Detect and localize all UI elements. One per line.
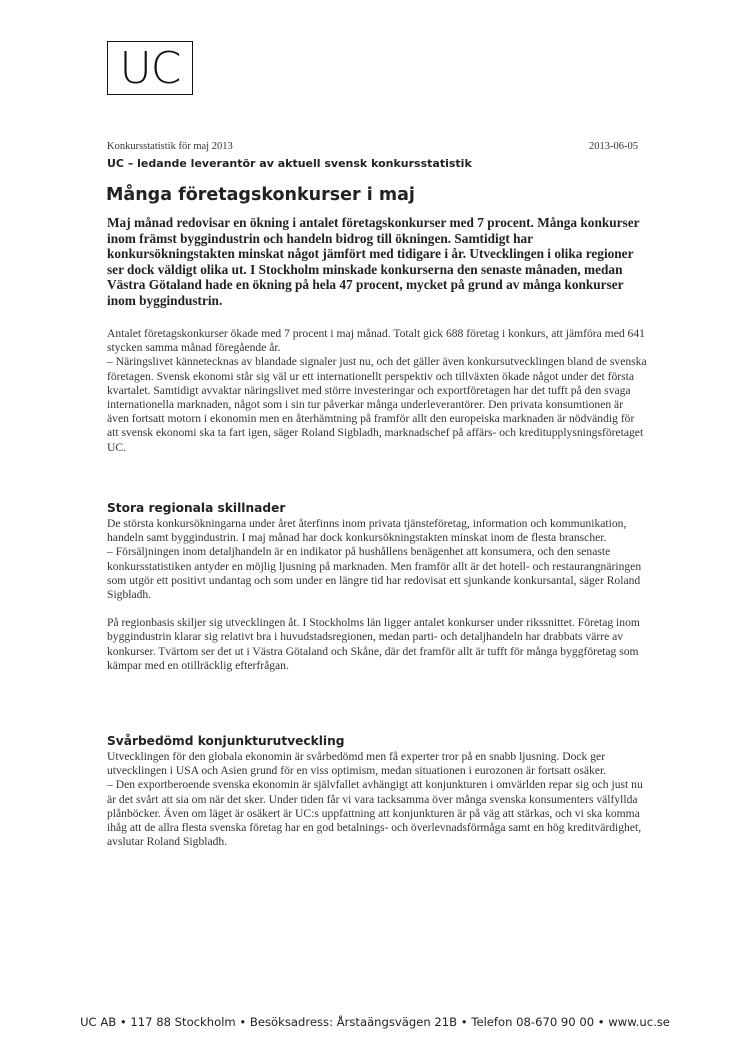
economy-paragraph-1: Utvecklingen för den globala ekonomin är svårbedömd men få experter tror på en snabb ljusning. Dock ger utvecklingen i USA och Asien grund för en viss optimism, medan situationen i eurozonen är fortsatt osäker.	[107, 750, 607, 778]
regional-paragraph-1: De största konkursökningarna under året återfinns inom privata tjänsteföretag, information och kommunikation, handeln samt byggindustrin. I maj månad har dock konkursökningstakten minskat inom de flesta branscher.	[107, 517, 627, 545]
intro-paragraph-1: Antalet företagskonkurser ökade med 7 procent i maj månad. Totalt gick 688 företag i konkurs, att jämföra med 641 stycken samma månad föregående år.	[107, 327, 645, 355]
regional-paragraph-2: – Försäljningen inom detaljhandeln är en indikator på hushållens benägenhet att konsumera, och den senaste konkursstatistiken antyder en möjlig ljusning på marknaden. Men framför allt är det hotell- och restaurangnäringen som utgör ett positivt undantag och som under en längre tid har redovisat ett sjunkande konkursantal, säger Roland Sigbladh.	[107, 545, 642, 602]
report-series: Konkursstatistik för maj 2013	[107, 141, 233, 152]
economy-section	[107, 750, 647, 849]
tagline: UC – ledande leverantör av aktuell svensk konkursstatistik	[107, 157, 472, 170]
intro-paragraph-2: – Näringslivet kännetecknas av blandade signaler just nu, och det gäller även konkursutvecklingen bland de svenska företagen. Svensk ekonomi står sig väl ur ett internationellt perspektiv och tillväxten ökade något under det första kvartalet. Samtidigt avvaktar näringslivet med större investeringar och exportföretagen har det tufft på den svaga internationella marknaden, något som i sin tur påverkar många underleverantörer. Den privata konsumtionen är även fortsatt motorn i ekonomin men en återhämtning på framför allt den europeiska marknaden är nödvändig för att svensk ekonomi ska ta fart igen, säger Roland Sigbladh, marknadschef på affärs- och kreditupplysningsföretaget UC.	[107, 355, 647, 454]
regional-paragraph-3: På regionbasis skiljer sig utvecklingen åt. I Stockholms län ligger antalet konkurser under rikssnittet. Företag inom byggindustrin klarar sig relativt bra i huvudstadsregionen, medan parti- och detaljhandeln har drabbats värre av konkurser. Tvärtom ser det ut i Västra Götaland och Skåne, där det framför allt är tufft för många byggföretag som kämpar med en otillräcklig efterfrågan.	[107, 616, 640, 672]
uc-logo-text: UC	[119, 43, 181, 94]
economy-paragraph-2: – Den exportberoende svenska ekonomin är självfallet avhängigt att konjunkturen i omvärlden repar sig och just nu är det svårt att sia om när det sker. Under tiden får vi vara tacksamma över många svenska konsumenters välfyllda plånböcker. Även om läget är osäkert är UC:s uppfattning att konjunkturen är på väg att stärkas, och vi ska komma ihåg att de allra flesta svenska företag har en god betalnings- och överlevnadsförmåga samt en hög kreditvärdighet, avslutar Roland Sigbladh.	[107, 778, 643, 849]
regional-section	[107, 517, 647, 673]
article-title: Många företagskonkurser i maj	[106, 185, 415, 205]
article-lead: Maj månad redovisar en ökning i antalet företagskonkurser med 7 procent. Många konkurser inom främst byggindustrin och handeln bidrog till ökningen. Samtidigt har konkursökningstakten minskat något jämfört med tidigare i år. Utvecklingen i olika regioner ser dock väldigt olika ut. I Stockholm minskade konkurserna den senaste månaden, medan Västra Götaland hade en ökning på hela 47 procent, mycket på grund av många konkurser inom byggindustrin.	[107, 215, 640, 308]
intro-section	[107, 327, 647, 455]
page-footer: UC AB • 117 88 Stockholm • Besöksadress: Årstaängsvägen 21B • Telefon 08-670 90 00 • www.uc.se	[80, 1015, 670, 1029]
section-heading-regional: Stora regionala skillnader	[107, 501, 286, 515]
report-date: 2013-06-05	[589, 141, 638, 152]
header-meta	[107, 141, 638, 152]
uc-logo	[107, 41, 193, 95]
section-heading-economy: Svårbedömd konjunkturutveckling	[107, 734, 345, 748]
